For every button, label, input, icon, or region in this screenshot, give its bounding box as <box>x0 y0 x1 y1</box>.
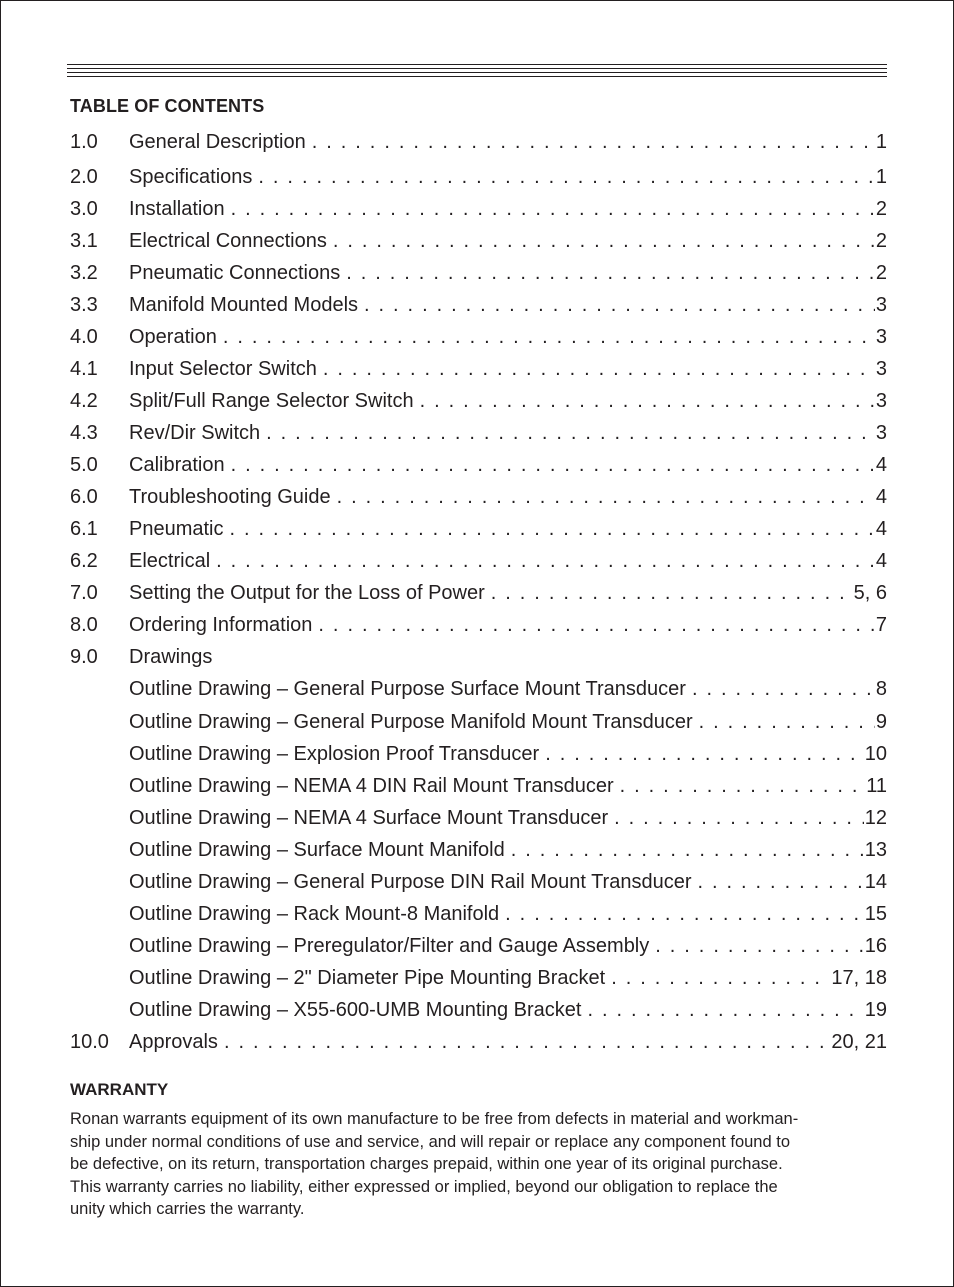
toc-entry-number: 7.0 <box>70 582 98 604</box>
toc-entry[interactable] <box>70 291 887 319</box>
toc-entry[interactable] <box>70 740 887 768</box>
toc-entry[interactable] <box>70 772 887 800</box>
toc-entry-page: 15 <box>864 903 887 925</box>
toc-entry-line <box>129 163 887 191</box>
toc-entry-page: 19 <box>864 999 887 1021</box>
toc-entry-page: 4 <box>875 486 887 508</box>
toc-dot-leader <box>333 227 875 255</box>
toc-entry-number: 10.0 <box>70 1031 109 1053</box>
toc-entry-page: 17, 18 <box>831 967 887 989</box>
toc-entry-title: Approvals <box>129 1031 218 1053</box>
header-rules <box>67 64 887 80</box>
toc-entry-title: Outline Drawing – Explosion Proof Transducer <box>129 743 540 765</box>
toc-entry[interactable] <box>70 611 887 639</box>
toc-entry-page: 2 <box>875 198 887 220</box>
toc-entry-page: 5, 6 <box>853 582 887 604</box>
toc-entry-page: 2 <box>875 230 887 252</box>
toc-entry-line <box>129 708 887 736</box>
toc-entry-number: 8.0 <box>70 614 98 636</box>
toc-entry[interactable] <box>70 387 887 415</box>
toc-entry-line <box>129 1028 887 1056</box>
warranty-text <box>70 1108 885 1221</box>
toc-entry-line <box>129 868 887 896</box>
toc-dot-leader <box>614 804 864 832</box>
toc-entry-title: Outline Drawing – 2" Diameter Pipe Mounting Bracket <box>129 967 606 989</box>
toc-entry[interactable] <box>70 259 887 287</box>
toc-entry-page: 1 <box>875 131 887 153</box>
toc-entry[interactable] <box>70 515 887 543</box>
toc-entry-number: 5.0 <box>70 454 98 476</box>
toc-entry-line <box>129 579 887 607</box>
toc-entry-title: Pneumatic Connections <box>129 262 341 284</box>
toc-entry-title: Ordering Information <box>129 614 313 636</box>
toc-entry-page: 14 <box>864 871 887 893</box>
toc-entry-title: Outline Drawing – NEMA 4 Surface Mount Transducer <box>129 807 609 829</box>
toc-entry-number: 3.3 <box>70 294 98 316</box>
toc-entry[interactable] <box>70 355 887 383</box>
toc-dot-leader <box>231 195 875 223</box>
toc-dot-leader <box>223 323 875 351</box>
toc-dot-leader <box>346 259 875 287</box>
toc-dot-leader <box>491 579 853 607</box>
toc-entry-page: 11 <box>866 775 887 797</box>
toc-dot-leader <box>266 419 875 447</box>
toc-entry[interactable] <box>70 804 887 832</box>
toc-entry-page: 3 <box>875 326 887 348</box>
toc-dot-leader <box>692 675 875 703</box>
warranty-line: This warranty carries no liability, either expressed or implied, beyond our obligation to replace the <box>70 1177 778 1196</box>
toc-entry-title: Input Selector Switch <box>129 358 317 380</box>
toc-entry[interactable] <box>70 195 887 223</box>
toc-entry-line <box>129 900 887 928</box>
toc-entry-line <box>129 323 887 351</box>
toc-dot-leader <box>230 515 875 543</box>
toc-entry[interactable] <box>70 900 887 928</box>
toc-entry-line <box>129 195 887 223</box>
toc-dot-leader <box>697 868 863 896</box>
toc-entry-title: Outline Drawing – NEMA 4 DIN Rail Mount Transducer <box>129 775 614 797</box>
toc-entry-number: 3.2 <box>70 262 98 284</box>
toc-entry-line <box>129 451 887 479</box>
toc-entry[interactable] <box>70 579 887 607</box>
toc-entry-title: Outline Drawing – General Purpose DIN Rail Mount Transducer <box>129 871 692 893</box>
toc-entry-page: 8 <box>875 678 887 700</box>
toc-entry-title: Outline Drawing – Preregulator/Filter and Gauge Assembly <box>129 935 650 957</box>
toc-entry-line <box>129 643 887 671</box>
toc-entry-line <box>129 964 887 992</box>
toc-entry-number: 2.0 <box>70 166 98 188</box>
toc-entry[interactable] <box>70 419 887 447</box>
toc-entry-line <box>129 547 887 575</box>
header-rule <box>67 72 887 73</box>
toc-entry[interactable] <box>70 868 887 896</box>
toc-dot-leader <box>655 932 863 960</box>
toc-entry-line <box>129 932 887 960</box>
toc-entry-line <box>129 355 887 383</box>
toc-entry[interactable] <box>70 1028 887 1056</box>
toc-entry-page: 12 <box>864 807 887 829</box>
toc-entry-title: Outline Drawing – General Purpose Manifold Mount Transducer <box>129 711 693 733</box>
toc-entry-number: 6.0 <box>70 486 98 508</box>
toc-entry[interactable] <box>70 675 887 703</box>
toc-entry-line <box>129 675 887 703</box>
toc-entry-title: Setting the Output for the Loss of Power <box>129 582 485 604</box>
toc-entry[interactable] <box>70 836 887 864</box>
toc-entry-number: 4.1 <box>70 358 98 380</box>
toc-entry-number: 9.0 <box>70 646 98 668</box>
toc-dot-leader <box>323 355 875 383</box>
toc-entry-title: Pneumatic <box>129 518 224 540</box>
toc-entry-title: Outline Drawing – X55-600-UMB Mounting Bracket <box>129 999 582 1021</box>
toc-entry[interactable] <box>70 483 887 511</box>
toc-entry-title: Outline Drawing – General Purpose Surface Mount Transducer <box>129 678 686 700</box>
toc-entry-number: 4.0 <box>70 326 98 348</box>
toc-dot-leader <box>545 740 864 768</box>
toc-entry-title: Outline Drawing – Surface Mount Manifold <box>129 839 505 861</box>
toc-dot-leader <box>505 900 864 928</box>
toc-entry-title: Electrical Connections <box>129 230 327 252</box>
toc-entry[interactable] <box>70 643 887 671</box>
toc-entry[interactable] <box>70 996 887 1024</box>
toc-entry-page: 4 <box>875 550 887 572</box>
toc-entry-number: 3.0 <box>70 198 98 220</box>
toc-entry-line <box>129 291 887 319</box>
toc-entry-page: 3 <box>875 358 887 380</box>
toc-dot-leader <box>216 547 875 575</box>
header-rule <box>67 68 887 69</box>
toc-entry-page: 20, 21 <box>831 1031 887 1053</box>
toc-entry-line <box>129 515 887 543</box>
toc-entry-line <box>129 740 887 768</box>
toc-dot-leader <box>258 163 874 191</box>
toc-entry-page: 4 <box>875 518 887 540</box>
toc-entry-page: 13 <box>864 839 887 861</box>
toc-entry-title: General Description <box>129 131 306 153</box>
toc-entry-page: 3 <box>875 390 887 412</box>
toc-entry-number: 6.2 <box>70 550 98 572</box>
warranty-line: be defective, on its return, transportation charges prepaid, within one year of its original purchase. <box>70 1155 783 1173</box>
toc-entry-page: 1 <box>875 166 887 188</box>
toc-dot-leader <box>620 772 866 800</box>
toc-entry-title: Specifications <box>129 166 253 188</box>
toc-entry-line <box>129 227 887 255</box>
toc-entry-title: Operation <box>129 326 217 348</box>
header-rule <box>67 76 887 77</box>
toc-entry[interactable] <box>70 128 887 156</box>
toc-entry-line <box>129 419 887 447</box>
toc-entry[interactable] <box>70 708 887 736</box>
toc-entry-title: Installation <box>129 198 225 220</box>
toc-entry[interactable] <box>70 451 887 479</box>
toc-dot-leader <box>611 964 830 992</box>
toc-entry-title: Split/Full Range Selector Switch <box>129 390 414 412</box>
toc-entry-line <box>129 836 887 864</box>
toc-entry-page: 3 <box>875 294 887 316</box>
toc-dot-leader <box>318 611 874 639</box>
toc-entry-title: Troubleshooting Guide <box>129 486 331 508</box>
toc-entry-line <box>129 804 887 832</box>
warranty-heading: WARRANTY <box>70 1080 169 1099</box>
warranty-line: unity which carries the warranty. <box>70 1200 305 1218</box>
toc-entry[interactable] <box>70 227 887 255</box>
toc-entry[interactable] <box>70 964 887 992</box>
toc-entry-title: Drawings <box>129 646 213 668</box>
toc-entry-line <box>129 128 887 156</box>
toc-entry[interactable] <box>70 323 887 351</box>
toc-dot-leader <box>312 128 875 156</box>
toc-entry-title: Calibration <box>129 454 225 476</box>
warranty-line: ship under normal conditions of use and service, and will repair or replace any component found to <box>70 1132 790 1151</box>
toc-entry-title: Manifold Mounted Models <box>129 294 359 316</box>
toc-entry[interactable] <box>70 547 887 575</box>
toc-entry-number: 3.1 <box>70 230 98 252</box>
toc-entry-line <box>129 483 887 511</box>
header-rule <box>67 64 887 65</box>
toc-dot-leader <box>224 1028 830 1056</box>
toc-entry-page: 4 <box>875 454 887 476</box>
toc-entry-title: Electrical <box>129 550 211 572</box>
toc-entry-page: 7 <box>875 614 887 636</box>
toc-entry-line <box>129 259 887 287</box>
toc-entry-number: 1.0 <box>70 131 98 153</box>
toc-entry-number: 4.3 <box>70 422 98 444</box>
toc-dot-leader <box>511 836 864 864</box>
toc-entry-page: 2 <box>875 262 887 284</box>
toc-dot-leader <box>587 996 863 1024</box>
toc-dot-leader <box>699 708 875 736</box>
toc-entry-number: 4.2 <box>70 390 98 412</box>
toc-entry-line <box>129 611 887 639</box>
toc-entry-line <box>129 996 887 1024</box>
toc-dot-leader <box>231 451 875 479</box>
toc-dot-leader <box>364 291 875 319</box>
toc-entry-title: Outline Drawing – Rack Mount-8 Manifold <box>129 903 500 925</box>
toc-entry-page: 10 <box>864 743 887 765</box>
toc-dot-leader <box>420 387 875 415</box>
toc-entry[interactable] <box>70 932 887 960</box>
toc-entry-line <box>129 387 887 415</box>
toc-entry-line <box>129 772 887 800</box>
toc-entry[interactable] <box>70 163 887 191</box>
warranty-line: Ronan warrants equipment of its own manufacture to be free from defects in material and workman- <box>70 1110 799 1128</box>
toc-heading: TABLE OF CONTENTS <box>70 96 265 116</box>
toc-dot-leader <box>337 483 875 511</box>
toc-entry-number: 6.1 <box>70 518 98 540</box>
toc-entry-page: 3 <box>875 422 887 444</box>
toc-entry-page: 9 <box>875 711 887 733</box>
toc-entry-title: Rev/Dir Switch <box>129 422 261 444</box>
toc-entry-page: 16 <box>864 935 887 957</box>
